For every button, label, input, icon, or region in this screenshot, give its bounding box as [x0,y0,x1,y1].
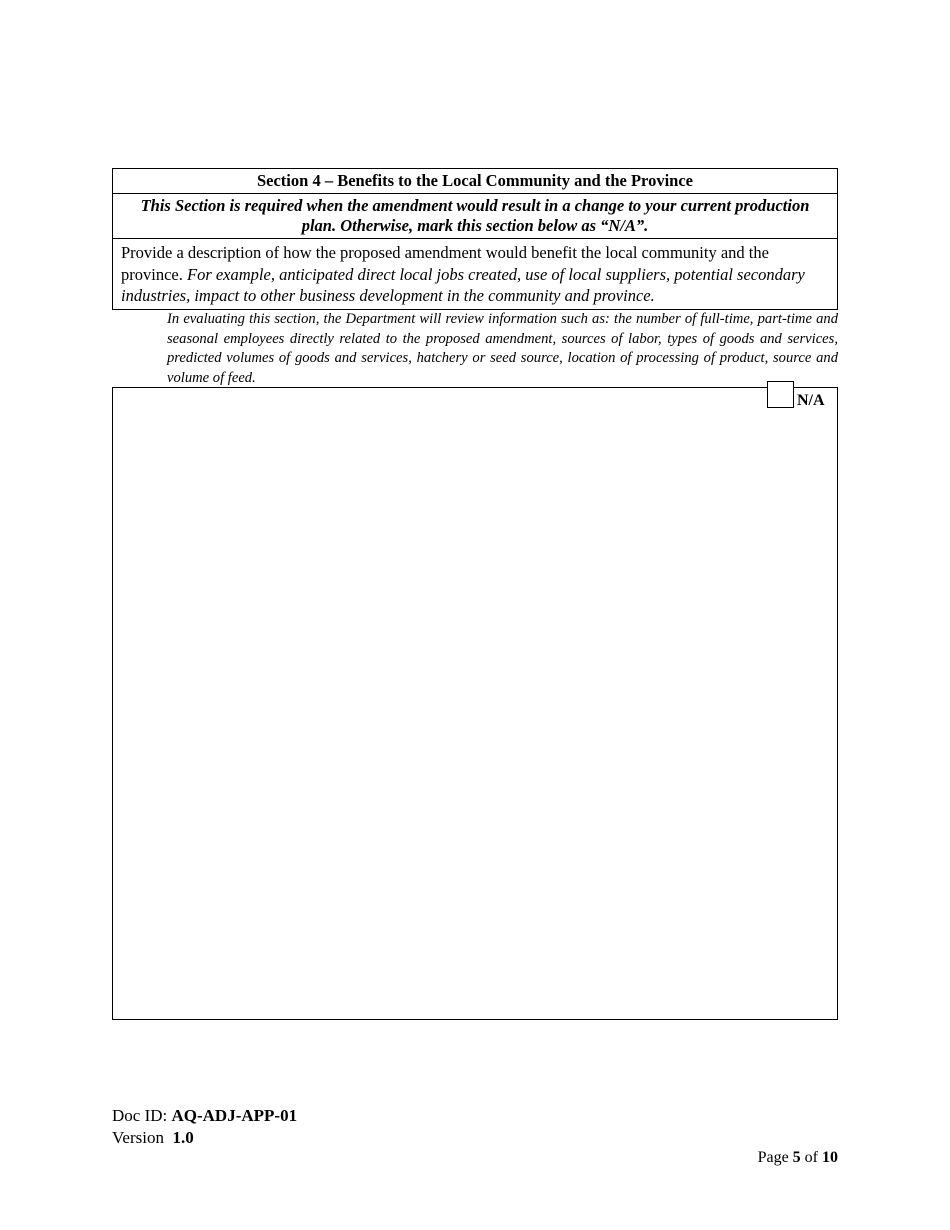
doc-id [112,1105,297,1126]
description-example: For example, anticipated direct local jobs created, use of local suppliers, potential secondary industries, impact to other business development in the community and province. [121,264,805,305]
doc-id-label: Doc ID: [112,1106,168,1125]
page-total: 10 [822,1149,838,1166]
page-of: of [804,1149,818,1166]
doc-id-value: AQ-ADJ-APP-01 [171,1106,298,1125]
version-value: 1.0 [172,1128,194,1147]
version-label: Version [112,1128,164,1147]
section-4-table [112,168,838,310]
answer-text-area[interactable] [112,387,838,1020]
description-intro: Provide a description of how the proposed amendment would benefit the local community and the province. [121,243,769,284]
evaluation-note: In evaluating this section, the Department will review information such as: the number of full-time, part-time and seasonal employees directly related to the proposed amendment, sources of labor, types of goods and services, predicted volumes of goods and services, hatchery or seed source, location of processing of product, source and volume of feed. [167,311,838,387]
page-label: Page [757,1149,789,1166]
section-title: Section 4 – Benefits to the Local Community and the Province [112,168,838,193]
section-requirement: This Section is required when the amendment would result in a change to your current production plan. Otherwise, mark this section below as “N/A”. [112,193,838,238]
page-current: 5 [792,1149,801,1166]
na-label: N/A [797,392,825,409]
version [112,1127,194,1148]
na-checkbox[interactable] [767,381,794,408]
section-description [112,238,838,310]
page-number [758,1148,838,1168]
